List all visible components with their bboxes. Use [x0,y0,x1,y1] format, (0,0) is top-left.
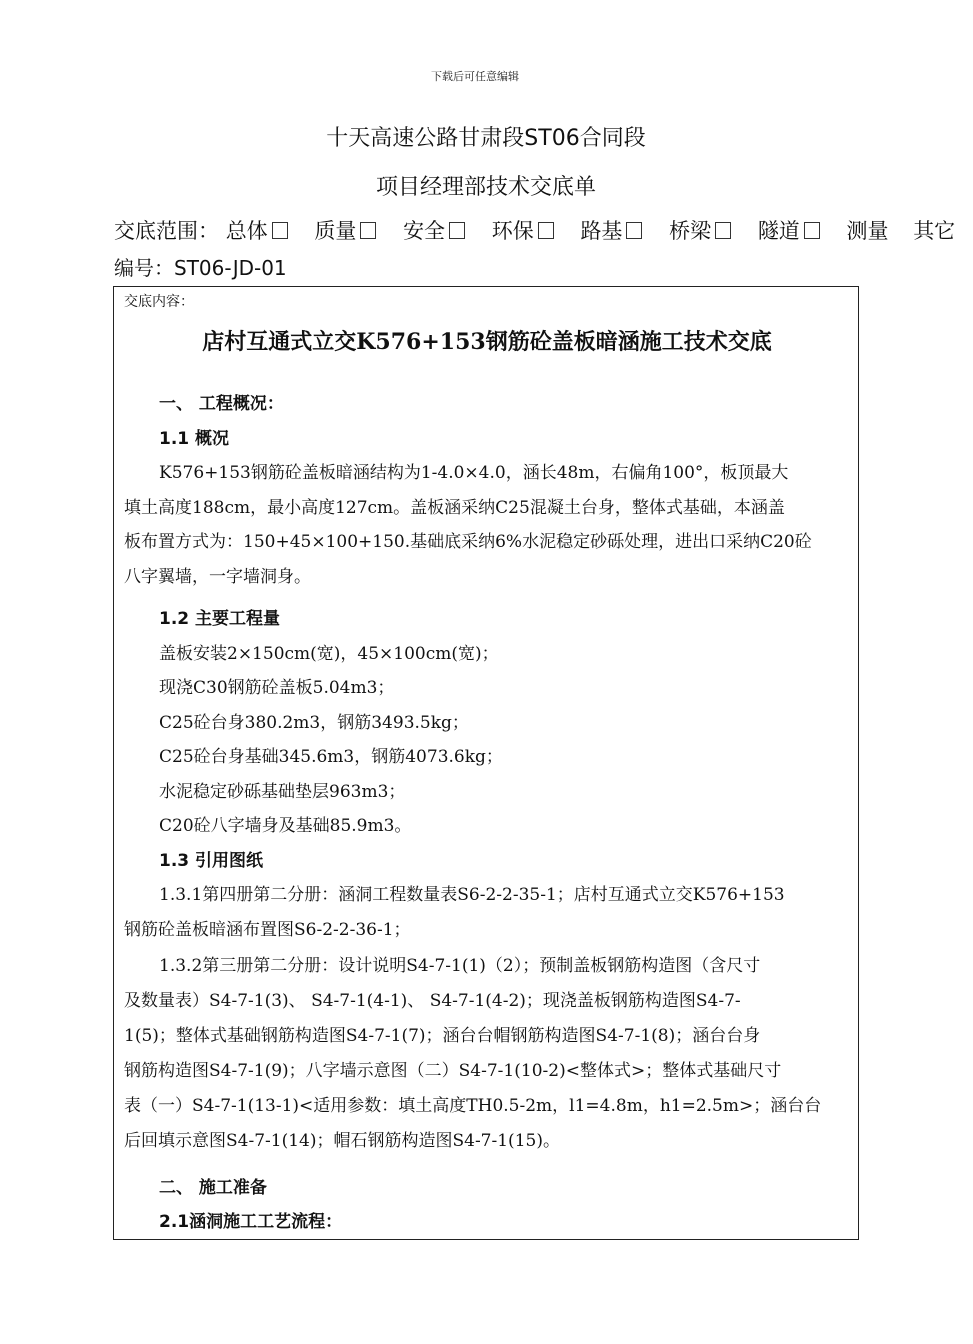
document-subtitle: 项目经理部技术交底单 [375,175,596,200]
checkbox-overall[interactable] [272,222,288,239]
content-title: 店村互通式立交K576+153钢筋砼盖板暗涵施工技术交底 [202,329,772,355]
header-note: 下载后可任意编辑 [431,70,519,83]
scope-item-other: 其它 [913,219,956,243]
scope-item-survey: 测量 [846,219,889,243]
scope-item-roadbed: 路基 [580,219,623,243]
subsection-heading: 1.1 概况 [159,429,230,449]
reference-line: 钢筋构造图S4-7-1(9)；八字墙示意图（二）S4-7-1(10-2)<整体式>；整体式基础尺寸 [124,1061,782,1081]
scope-item-overall: 总体 [225,219,268,243]
subsection-heading: 1.3 引用图纸 [159,851,264,871]
checkbox-roadbed[interactable] [626,222,642,239]
paragraph-line: 板布置方式为：150+45×100+150.基础底采纳6%水泥稳定砂砾处理，进出口采纳C20砼 [124,532,812,552]
checkbox-environment[interactable] [538,222,554,239]
quantity-line: C20砼八字墙身及基础85.9m3。 [159,816,412,836]
scope-item-environment: 环保 [491,219,534,243]
content-label: 交底内容： [124,294,194,310]
checkbox-tunnel[interactable] [804,222,820,239]
reference-line: 1.3.1第四册第二分册：涵洞工程数量表S6-2-2-35-1；店村互通式立交K576+153 [159,885,785,905]
paragraph-line: K576+153钢筋砼盖板暗涵结构为1-4.0×4.0，涵长48m，右偏角100°，板顶最大 [159,463,789,483]
scope-item-bridge: 桥梁 [669,219,712,243]
scope-item-tunnel: 隧道 [757,219,800,243]
content-box [113,286,859,1240]
reference-line: 1.3.2第三册第二分册：设计说明S4-7-1(1)（2）；预制盖板钢筋构造图（含尺寸 [159,956,761,976]
paragraph-line: 八字翼墙，一字墙洞身。 [124,567,311,587]
disclosure-scope [114,215,973,245]
subsection-heading: 1.2 主要工程量 [159,609,281,629]
document-title: 十天高速公路甘肃段ST06合同段 [326,126,646,151]
quantity-line: 盖板安装2×150cm(宽)，45×100cm(宽)； [159,644,499,664]
checkbox-bridge[interactable] [715,222,731,239]
quantity-line: 现浇C30钢筋砼盖板5.04m3； [159,678,395,698]
scope-label: 交底范围： [114,219,219,243]
checkbox-safety[interactable] [449,222,465,239]
reference-line: 钢筋砼盖板暗涵布置图S6-2-2-36-1； [124,920,411,940]
reference-line: 及数量表）S4-7-1(3)、 S4-7-1(4-1)、 S4-7-1(4-2)；现浇盖板钢筋构造图S4-7- [124,991,741,1011]
quantity-line: 水泥稳定砂砾基础垫层963m3； [159,782,406,802]
reference-line: 表（一）S4-7-1(13-1)<适用参数：填土高度TH0.5-2m，l1=4.8m，h1=2.5m>；涵台台 [124,1096,822,1116]
subsection-heading: 2.1涵洞施工工艺流程： [159,1212,343,1232]
reference-line: 1(5)；整体式基础钢筋构造图S4-7-1(7)；涵台台帽钢筋构造图S4-7-1(8)；涵台台身 [124,1026,761,1046]
reference-line: 后回填示意图S4-7-1(14)；帽石钢筋构造图S4-7-1(15)。 [124,1131,560,1151]
paragraph-line: 填土高度188cm，最小高度127cm。盖板涵采纳C25混凝土台身，整体式基础，本涵盖 [124,498,785,518]
checkbox-quality[interactable] [360,222,376,239]
section-heading: 二、 施工准备 [159,1178,267,1198]
quantity-line: C25砼台身380.2m3，钢筋3493.5kg； [159,713,469,733]
scope-item-quality: 质量 [314,219,357,243]
section-heading: 一、 工程概况： [159,394,284,414]
quantity-line: C25砼台身基础345.6m3，钢筋4073.6kg； [159,747,503,767]
serial-number: 编号：ST06-JD-01 [114,256,287,280]
scope-item-safety: 安全 [403,219,446,243]
